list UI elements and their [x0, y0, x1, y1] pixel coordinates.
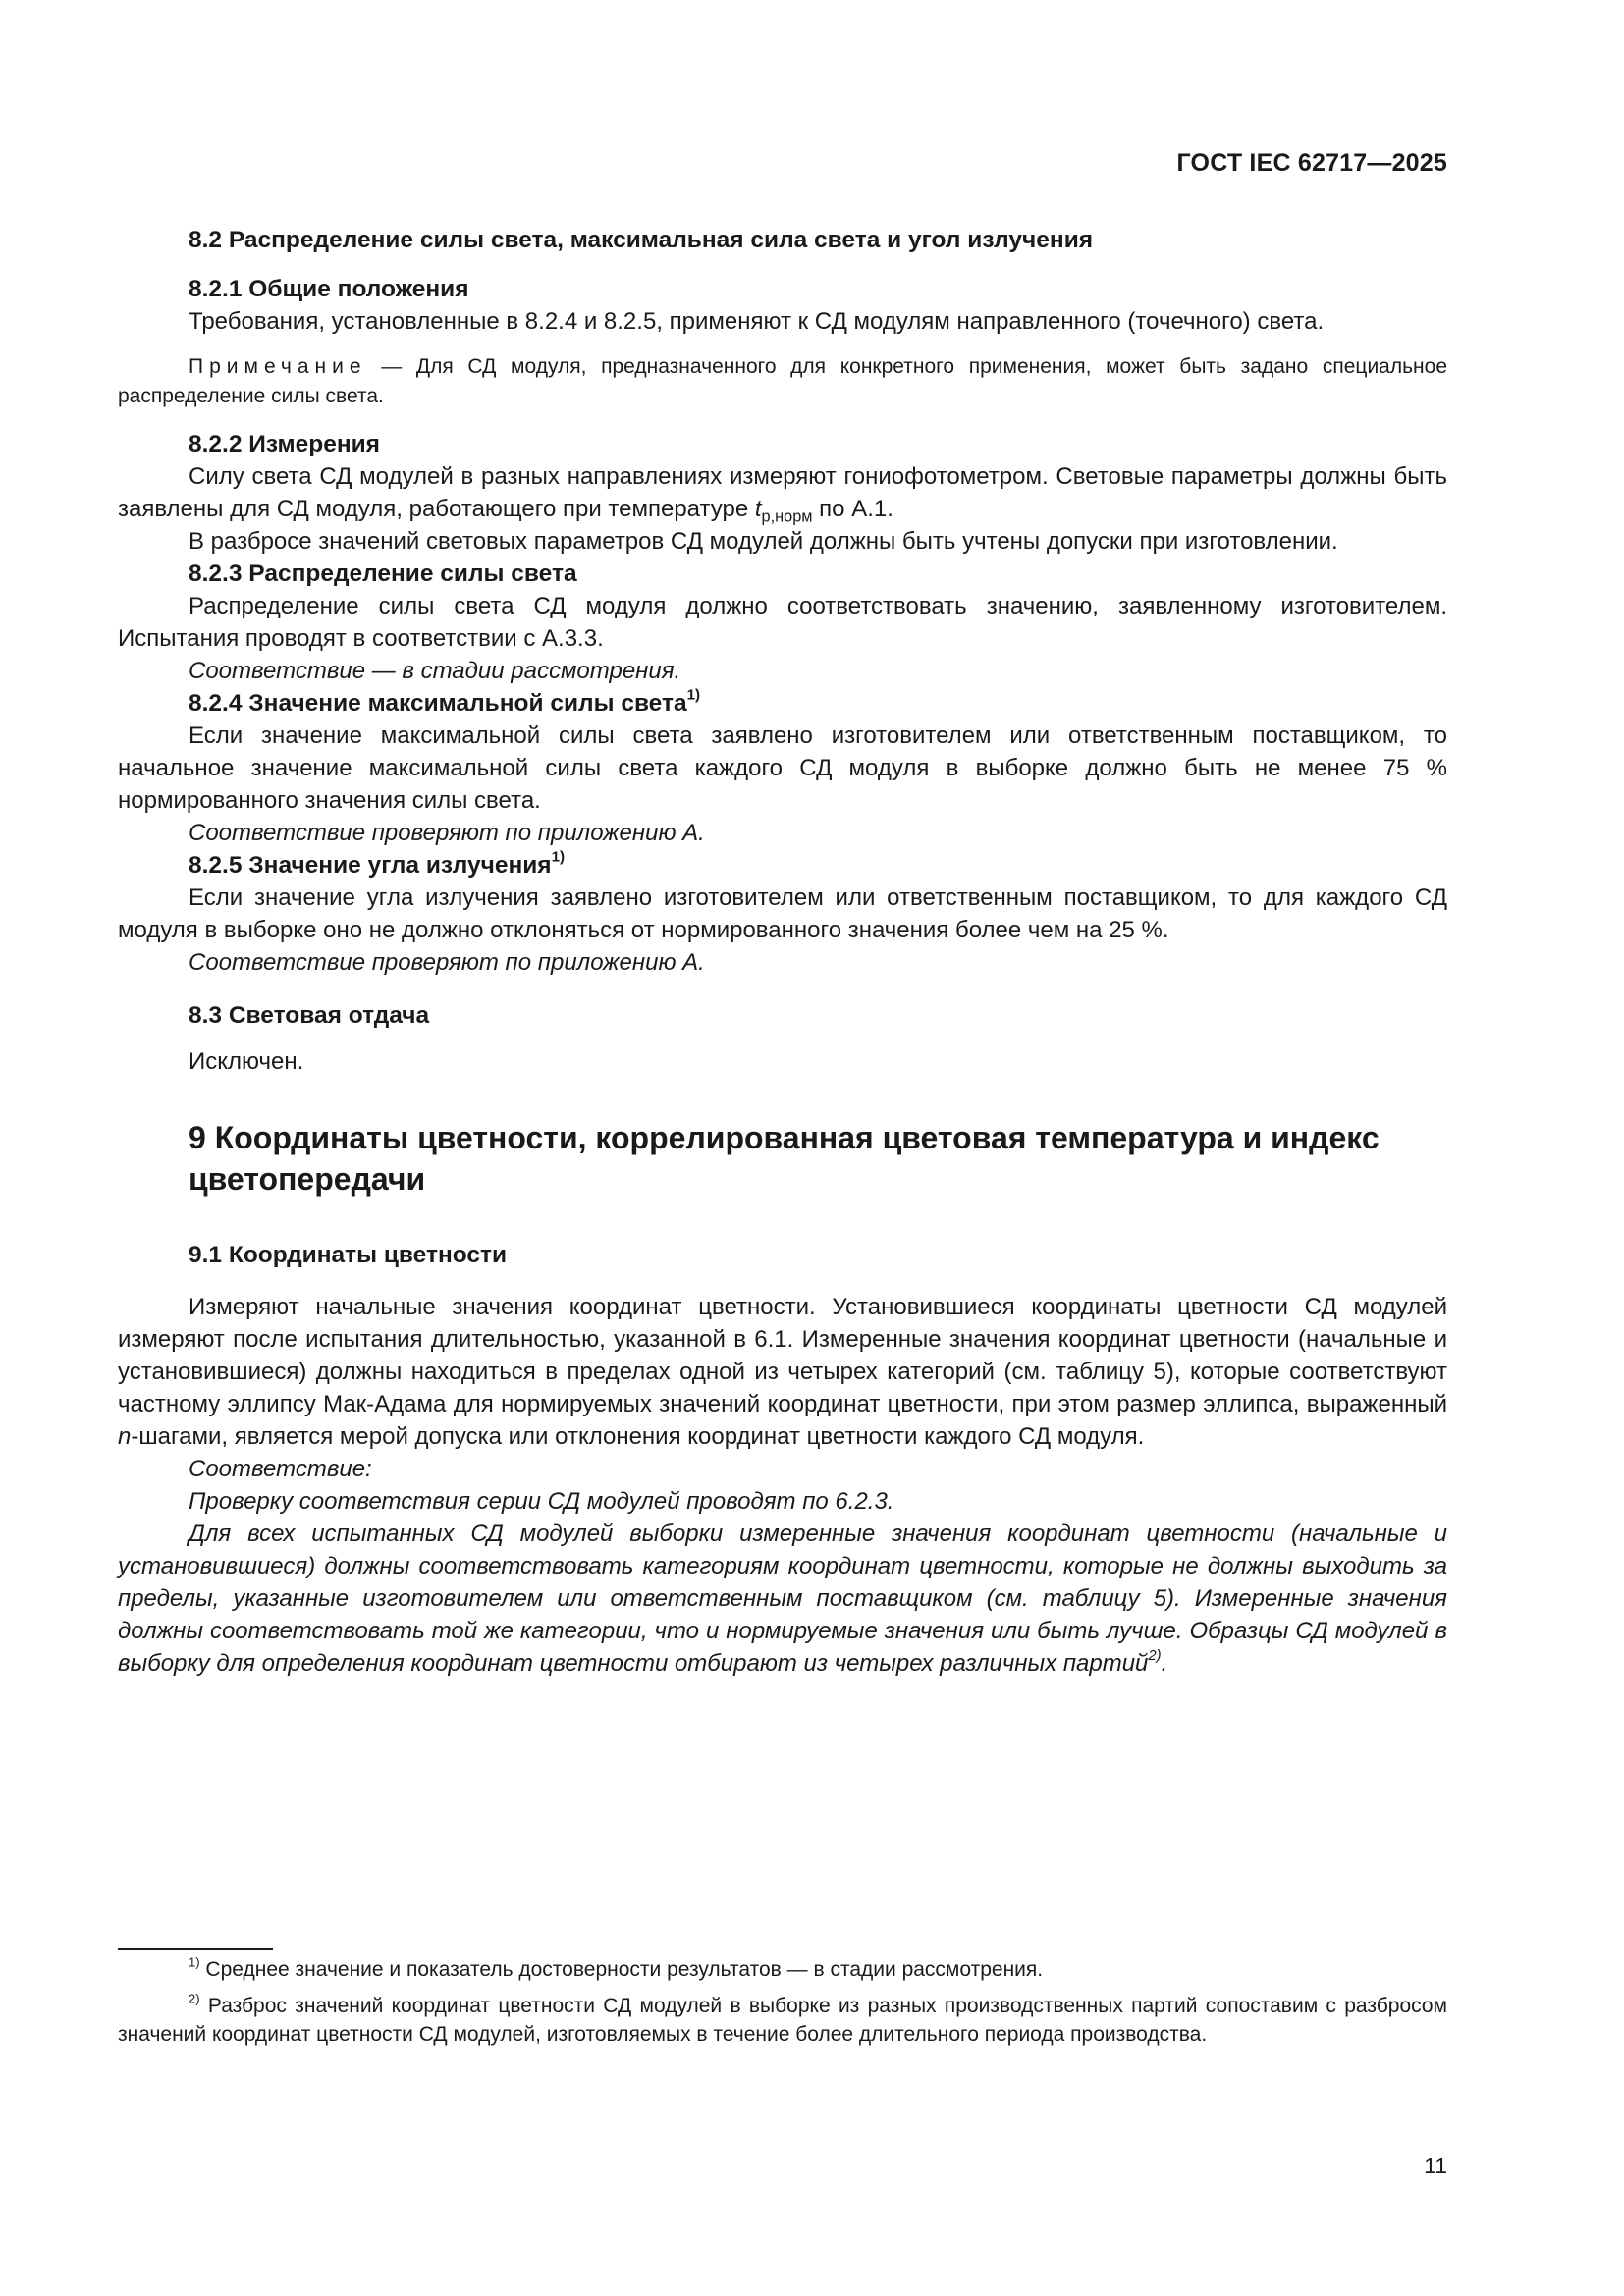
temperature-symbol: t: [754, 496, 762, 522]
section-8-2-3-heading: 8.2.3 Распределение силы света: [189, 561, 577, 587]
footnote-1-mark: 1): [189, 1954, 200, 1970]
footnote-ref-1: 1): [686, 686, 701, 704]
section-8-2-4-heading: 8.2.4 Значение максимальной силы света$^{1)}$: [189, 686, 701, 717]
section-8-2-1-text: Требования, установленные в 8.2.4 и 8.2.5, применяют к СД модулям направленного (точечного) света.: [189, 308, 1325, 335]
section-9-heading: 9 Координаты цветности, коррелированная цветовая температура и индекс цветопередачи: [189, 1120, 1380, 1197]
main-content: [118, 224, 1447, 1680]
section-8-2-5-conformity: Соответствие проверяют по приложению А.: [189, 949, 705, 976]
section-8-3-text: Исключен.: [189, 1048, 304, 1075]
footnote-ref-1b: 1): [551, 848, 566, 866]
note-text: — Для СД модуля, предназначенного для конкретного применения, может быть задано специальное распределение силы света.: [118, 355, 1447, 407]
footnote-1: $^{1)}$ Среднее значение и показатель достоверности результатов — в стадии рассмотрения.: [189, 1954, 1044, 1981]
temperature-subscript: p,норм: [761, 507, 813, 526]
footnotes: [118, 1955, 1447, 2049]
section-8-2-heading: 8.2 Распределение силы света, максимальная сила света и угол излучения: [189, 227, 1094, 253]
section-8-2-5-heading: 8.2.5 Значение угла излучения$^{1)}$: [189, 848, 566, 879]
footnote-ref-2: 2): [1148, 1647, 1162, 1664]
section-8-2-2-heading: 8.2.2 Измерения: [189, 431, 380, 457]
section-8-2-2-text-2: В разбросе значений световых параметров СД модулей должны быть учтены допуски при изготовлении.: [189, 528, 1338, 555]
section-9-1-conformity-2: Для всех испытанных СД модулей выборки измеренные значения координат цветности (начальные и установившиеся) должны соответствовать категориям координат цветности, которые не должны выходить за пределы, указанные изготовителем или ответственным поставщиком (см. таблицу 5). Измеренные значения должны соответствовать той же категории, что и нормируемые значения или быть лучше. Образцы СД модулей в выборку для определения координат цветности отбирают из четырех различных партий$^{2)}$.: [118, 1521, 1447, 1677]
section-8-2-1-heading: 8.2.1 Общие положения: [189, 276, 469, 302]
footnote-separator: [118, 1948, 273, 1950]
n-symbol: n: [118, 1423, 132, 1450]
section-8-2-3-conformity: Соответствие — в стадии рассмотрения.: [189, 658, 681, 684]
section-9-1-conformity-1: Проверку соответствия серии СД модулей проводят по 6.2.3.: [189, 1488, 894, 1515]
section-8-2-2-text: Силу света СД модулей в разных направлениях измеряют гониофотометром. Световые параметры должны быть заявлены для СД модуля, работающего при температуре $t_{p,норм}$ по А.1.: [118, 463, 1447, 526]
section-9-1-text: Измеряют начальные значения координат цветности. Установившиеся координаты цветности СД модулей измеряют после испытания длительностью, указанной в 6.1. Измеренные значения координат цветности (начальные и установившиеся) должны находиться в пределах одной из четырех категорий (см. таблицу 5), которые соответствуют частному эллипсу Мак-Адама для нормируемых значений координат цветности, при этом размер эллипса, выраженный n-шагами, является мерой допуска или отклонения координат цветности каждого СД модуля.: [118, 1294, 1447, 1450]
footnote-2-mark: 2): [189, 1991, 200, 2006]
section-8-2-4-text: Если значение максимальной силы света заявлено изготовителем или ответственным поставщиком, то начальное значение максимальной силы света каждого СД модуля в выборке должно быть не менее 75 % нормированного значения силы света.: [118, 722, 1447, 814]
note-label: Примечание: [189, 355, 367, 378]
section-8-2-5-text: Если значение угла излучения заявлено изготовителем или ответственным поставщиком, то для каждого СД модуля в выборке оно не должно отклоняться от нормированного значения более чем на 25 %.: [118, 884, 1447, 943]
section-9-1-conformity-label: Соответствие:: [189, 1456, 372, 1482]
footnote-2: $^{2)}$ Разброс значений координат цветности СД модулей в выборке из разных производственных партий сопоставим с разбросом значений координат цветности СД модулей, изготовляемых в течение более длительного периода производства.: [118, 1991, 1447, 2046]
page-number: 11: [1424, 2153, 1447, 2178]
section-8-2-3-text: Распределение силы света СД модуля должно соответствовать значению, заявленному изготовителем. Испытания проводят в соответствии с А.3.3.: [118, 593, 1447, 652]
section-8-3-heading: 8.3 Световая отдача: [189, 1002, 430, 1029]
section-9-1-heading: 9.1 Координаты цветности: [189, 1242, 508, 1268]
document-code: ГОСТ IEC 62717—2025: [1176, 149, 1447, 177]
note-paragraph: [118, 352, 1447, 411]
section-8-2-4-conformity: Соответствие проверяют по приложению А.: [189, 820, 705, 846]
